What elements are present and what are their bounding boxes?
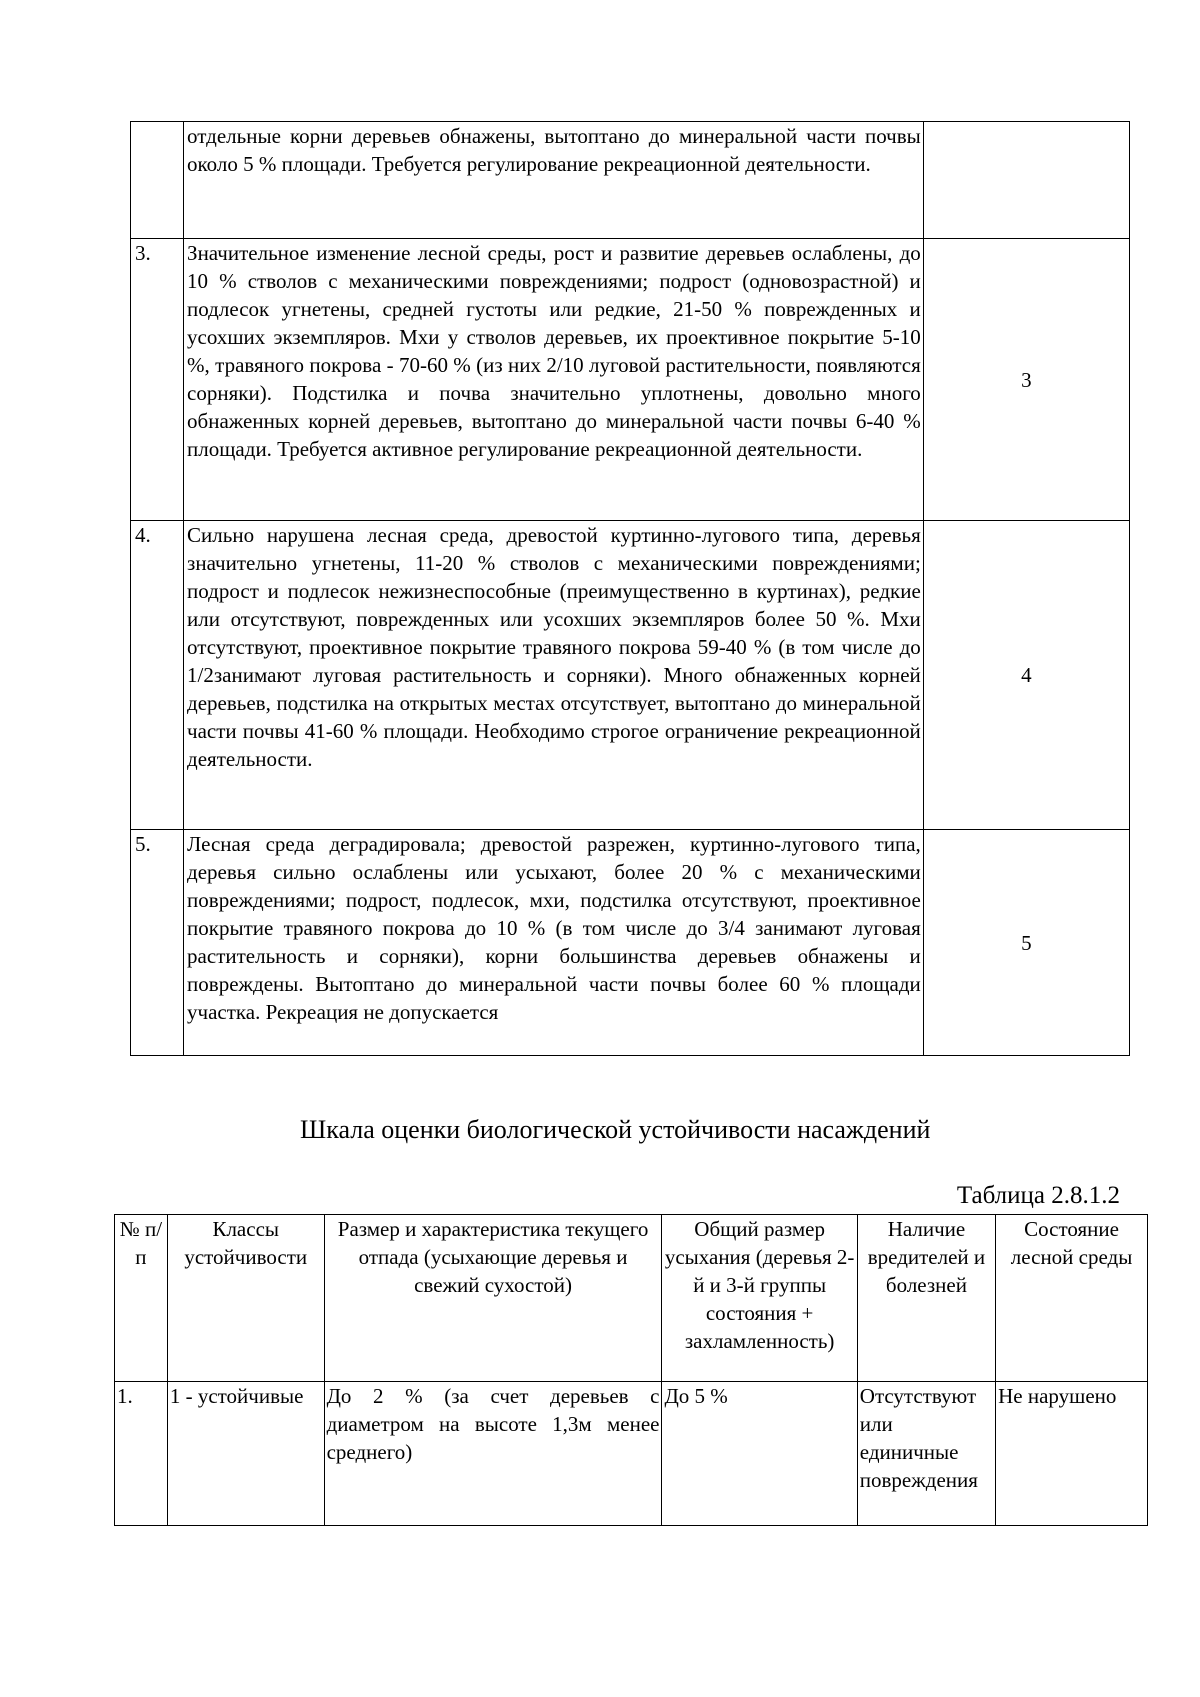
row-score: 4: [923, 521, 1129, 830]
cell-number: 1.: [115, 1382, 168, 1526]
header-stability-class: Классы устойчивости: [167, 1215, 324, 1382]
table-header-row: [115, 1215, 1148, 1382]
row-score: 5: [923, 830, 1129, 1056]
cell-total-drying: До 5 %: [662, 1382, 857, 1526]
table-row: [115, 1382, 1148, 1526]
table-number: Таблица 2.8.1.2: [956, 1182, 1120, 1209]
stability-scale-table: [114, 1214, 1148, 1526]
row-description: отдельные корни деревьев обнажены, вытоптано до минеральной части почвы около 5 % площади. Требуется регулирование рекреационной деятельности.: [184, 122, 924, 239]
table-row: [131, 521, 1130, 830]
header-pests: Наличие вредителей и болезней: [857, 1215, 995, 1382]
cell-environment: Не нарушено: [996, 1382, 1148, 1526]
row-number: 3.: [131, 239, 184, 521]
recreation-degradation-table: [130, 121, 1130, 1056]
row-number: 4.: [131, 521, 184, 830]
row-number: [131, 122, 184, 239]
row-description: Сильно нарушена лесная среда, древостой куртинно-лугового типа, деревья значительно угнетены, 11-20 % стволов с механическими повреждениями; подрост и подлесок нежизнеспособные (преимущественно в куртинах), редкие или отсутствуют, поврежденных или усохших экземпляров более 50 %. Мхи отсутствуют, проективное покрытие травяного покрова 59-40 % (в том числе до 1/2занимают луговая растительность и сорняки). Много обнаженных корней деревьев, подстилка на открытых местах отсутствует, вытоптано до минеральной части почвы 41-60 % площади. Необходимо строгое ограничение рекреационной деятельности.: [184, 521, 924, 830]
row-description: Значительное изменение лесной среды, рост и развитие деревьев ослаблены, до 10 % стволов с механическими повреждениями; подрост (одновозрастной) и подлесок угнетены, средней густоты или редкие, 21-50 % поврежденных и усохших экземпляров. Мхи у стволов деревьев, их проективное покрытие 5-10 %, травяного покрова - 70-60 % (из них 2/10 луговой растительности, появляются сорняки). Подстилка и почва значительно уплотнены, довольно много обнаженных корней деревьев, вытоптано до минеральной части почвы 6-40 % площади. Требуется активное регулирование рекреационной деятельности.: [184, 239, 924, 521]
row-score: [923, 122, 1129, 239]
header-total-drying: Общий размер усыхания (деревья 2-й и 3-й группы состояния + захламленность): [662, 1215, 857, 1382]
table-row: [131, 122, 1130, 239]
section-title: Шкала оценки биологической устойчивости насаждений: [300, 1115, 931, 1144]
table-row: [131, 830, 1130, 1056]
cell-pests: Отсутствуют или единичные повреждения: [857, 1382, 995, 1526]
header-number: № п/п: [115, 1215, 168, 1382]
row-number: 5.: [131, 830, 184, 1056]
cell-stability-class: 1 - устойчивые: [167, 1382, 324, 1526]
cell-current-loss: До 2 % (за счет деревьев с диаметром на высоте 1,3м менее среднего): [324, 1382, 662, 1526]
header-environment: Состояние лесной среды: [996, 1215, 1148, 1382]
row-score: 3: [923, 239, 1129, 521]
table-row: [131, 239, 1130, 521]
row-description: Лесная среда деградировала; древостой разрежен, куртинно-лугового типа, деревья сильно ослаблены или усыхают, более 20 % с механическими повреждениями; подрост, подлесок, мхи, подстилка отсутствуют, проективное покрытие травяного покрова до 10 % (в том числе до 3/4 занимают луговая растительность и сорняки), корни большинства деревьев обнажены и повреждены. Вытоптано до минеральной части почвы более 60 % площади участка. Рекреация не допускается: [184, 830, 924, 1056]
header-current-loss: Размер и характеристика текущего отпада (усыхающие деревья и свежий сухостой): [324, 1215, 662, 1382]
